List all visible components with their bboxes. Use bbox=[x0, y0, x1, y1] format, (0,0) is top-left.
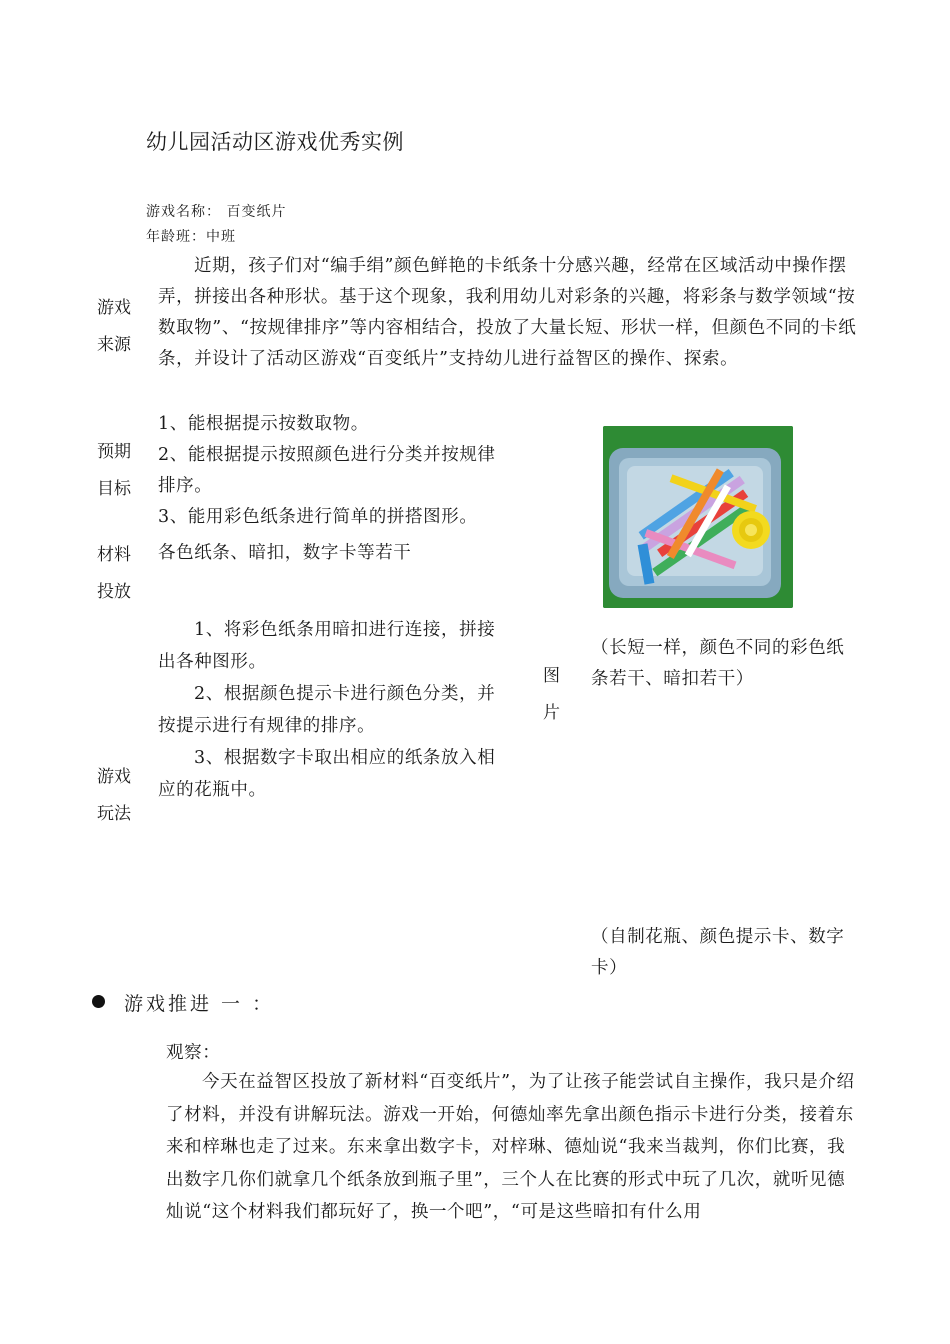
source-paragraph: 近期，孩子们对“编手绢”颜色鲜艳的卡纸条十分感兴趣，经常在区域活动中操作摆弄，拼接出各种形状。基于这个现象，我利用幼儿对彩条的兴趣，将彩条与数学领域“按数取物”、“按规律排序”等内容相结合，投放了大量长短、形状一样，但颜色不同的卡纸条，并设计了活动区游戏“百变纸片”支持幼儿进行益智区的操作、探索。 bbox=[158, 256, 857, 369]
caption-line: （长短一样，颜色不同的彩色纸 bbox=[591, 638, 845, 658]
vase-caption bbox=[591, 922, 881, 984]
caption-line: 条若干、暗扣若干） bbox=[591, 669, 754, 689]
goal-item: 1、能根据提示按数取物。 bbox=[158, 414, 369, 434]
label-line: 玩法 bbox=[97, 804, 131, 824]
materials-photo bbox=[603, 426, 793, 608]
observation-label: 观察： bbox=[166, 1043, 221, 1063]
section-label-play bbox=[97, 759, 137, 833]
bullet-icon bbox=[92, 995, 105, 1008]
goal-item: 排序。 bbox=[158, 476, 213, 496]
play-step-line: 1、将彩色纸条用暗扣进行连接，拼接 bbox=[194, 620, 496, 640]
play-step-line: 出各种图形。 bbox=[158, 652, 267, 672]
label-line: 游戏 bbox=[97, 767, 131, 787]
play-step-line: 3、根据数字卡取出相应的纸条放入相 bbox=[194, 748, 496, 768]
observation-paragraph: 今天在益智区投放了新材料“百变纸片”，为了让孩子能尝试自主操作，我只是介绍了材料，并没有讲解玩法。游戏一开始，何德灿率先拿出颜色指示卡进行分类，接着东来和梓琳也走了过来。东来拿出数字卡，对梓琳、德灿说“我来当裁判，你们比赛，我出数字几你们就拿几个纸条放到瓶子里”，三个人在比赛的形式中玩了几次，就听见德灿说“这个材料我们都玩好了，换一个吧”，“可是这些暗扣有什么用 bbox=[166, 1072, 855, 1222]
caption-line: 卡） bbox=[591, 958, 628, 978]
play-step-line: 2、根据颜色提示卡进行颜色分类，并 bbox=[194, 684, 496, 704]
play-step-line: 按提示进行有规律的排序。 bbox=[158, 716, 376, 736]
section-label-pictures bbox=[543, 658, 583, 732]
label-line: 目标 bbox=[97, 479, 131, 499]
game-name-line: 游戏名称： 百变纸片 bbox=[146, 204, 287, 220]
section-label-materials bbox=[97, 537, 137, 611]
caption-line: （自制花瓶、颜色提示卡、数字 bbox=[591, 927, 845, 947]
label-line: 材料 bbox=[97, 545, 131, 565]
goal-item: 2、能根据提示按照颜色进行分类并按规律 bbox=[158, 445, 496, 465]
play-step-line: 应的花瓶中。 bbox=[158, 780, 267, 800]
label-line: 投放 bbox=[97, 582, 131, 602]
label-line: 图 bbox=[543, 666, 560, 686]
play-steps bbox=[158, 614, 518, 806]
goal-item: 3、能用彩色纸条进行简单的拼搭图形。 bbox=[158, 507, 478, 527]
label-line: 游戏 bbox=[97, 298, 131, 318]
progress-heading: 游戏推进 一 ： bbox=[124, 993, 275, 1015]
section-label-goals bbox=[97, 434, 137, 508]
page-title: 幼儿园活动区游戏优秀实例 bbox=[146, 130, 404, 154]
goals-list bbox=[158, 409, 528, 533]
label-line: 预期 bbox=[97, 442, 131, 462]
photo-caption bbox=[591, 633, 881, 695]
age-group-line: 年龄班：中班 bbox=[146, 229, 236, 245]
label-line: 来源 bbox=[97, 335, 131, 355]
materials-text: 各色纸条、暗扣，数字卡等若干 bbox=[158, 543, 412, 563]
label-line: 片 bbox=[543, 703, 560, 723]
section-label-source bbox=[97, 290, 137, 364]
tray-illustration bbox=[603, 426, 793, 608]
